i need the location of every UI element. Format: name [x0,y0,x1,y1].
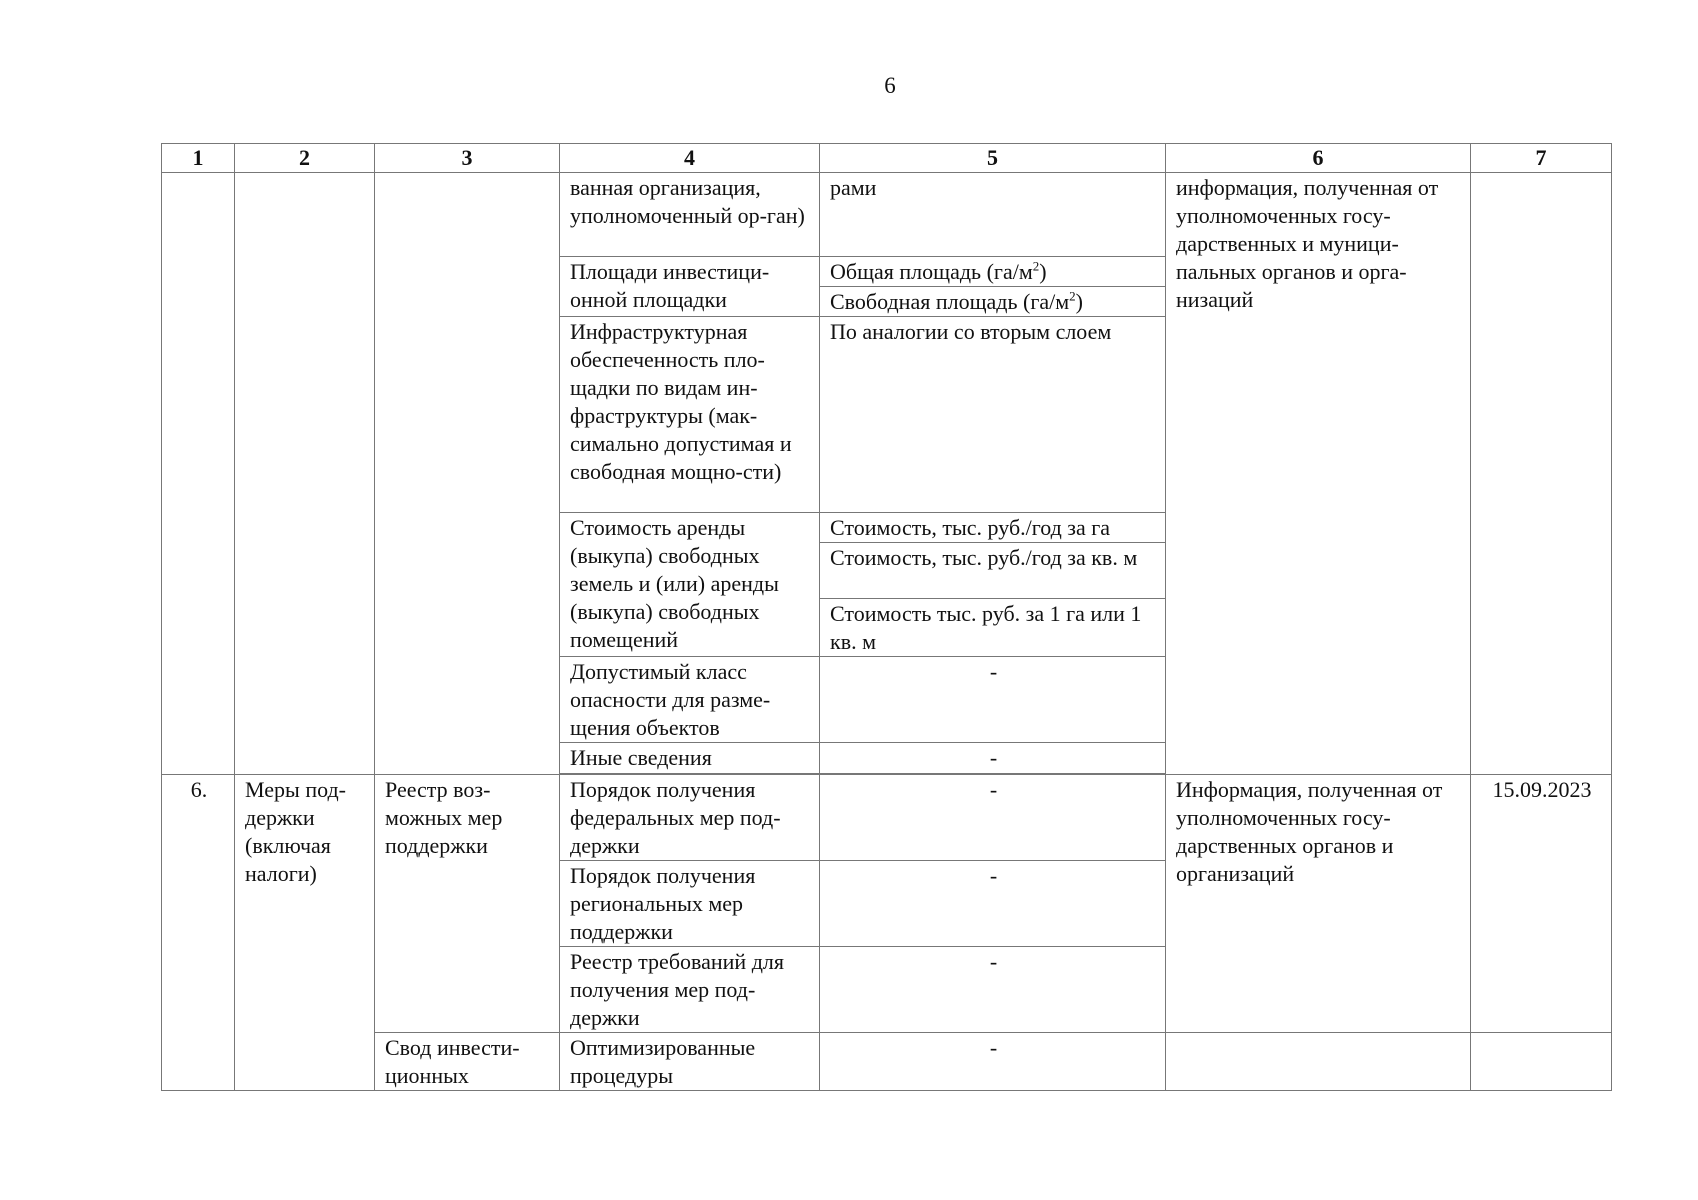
document-table [161,143,1612,1091]
cell-support-measures: Меры под-держки (включая налоги) [235,775,375,1091]
column-number-1: 1 [162,144,235,173]
cell-hazard-class: Допустимый класс опасности для разме-щения объектов [560,657,820,743]
cell-hazard-value: - [820,657,1166,743]
column-number-7: 7 [1471,144,1612,173]
cell-optimized-value: - [820,1033,1166,1091]
cell-requirements-registry: Реестр требований для получения мер под-держки [560,947,820,1033]
table-row [162,173,1612,257]
table-row [162,775,1612,861]
cell-source: Информация, полученная от уполномоченных госу-дарственных органов и организаций [1166,775,1471,1033]
cell-rent-cost: Стоимость аренды (выкупа) свободных земель и (или) аренды (выкупа) свободных помещений [560,513,820,657]
cell-source-empty [1166,1033,1471,1091]
cell-row-number: 6. [162,775,235,1091]
cell-infrastructure: Инфраструктурная обеспеченность пло-щадки по видам ин-фраструктуры (мак-симально допустимая и свободная мощно-сти) [560,317,820,513]
cell-regional-measures: Порядок получения региональных мер поддержки [560,861,820,947]
cell-other-value: - [820,743,1166,774]
table-row [162,1033,1612,1091]
cell-source-continued: информация, полученная от уполномоченных госу-дарственных и муници-пальных органов и орга-низаций [1166,173,1471,775]
cell-federal-value: - [820,775,1166,861]
cell-investment-area: Площади инвестици-онной площадки [560,257,820,317]
cell-free-area: Свободная площадь $(га/м^2)$ [820,287,1166,317]
header-row [162,144,1612,173]
column-number-2: 2 [235,144,375,173]
column-number-5: 5 [820,144,1166,173]
cell-optimized-procedures: Оптимизированные процедуры [560,1033,820,1091]
cell-c2-continued [235,173,375,775]
cell-federal-measures: Порядок получения федеральных мер под-держки [560,775,820,861]
cell-organization: ванная организация, уполномоченный ор-ган) [560,173,820,257]
cell-date-empty [1471,1033,1612,1091]
cell-regional-value: - [820,861,1166,947]
cell-purchase-cost: Стоимость тыс. руб. за 1 га или 1 кв. м [820,599,1166,657]
cell-requirements-value: - [820,947,1166,1033]
cell-other-info: Иные сведения [560,743,820,774]
page-number: 6 [884,73,896,98]
cell-c3-continued [375,173,560,775]
cell-infrastructure-value: По аналогии со вторым слоем [820,317,1166,513]
cell-total-area: Общая площадь $(га/м^2)$ [820,257,1166,287]
cell-date: 15.09.2023 [1471,775,1612,1033]
cell-organization-value: рами [820,173,1166,257]
cell-c1-continued [162,173,235,775]
cell-rent-per-ha: Стоимость, тыс. руб./год за га [820,513,1166,543]
cell-date-continued [1471,173,1612,775]
cell-support-registry: Реестр воз-можных мер поддержки [375,775,560,1033]
column-number-4: 4 [560,144,820,173]
column-number-6: 6 [1166,144,1471,173]
cell-investment-set: Свод инвести-ционных [375,1033,560,1091]
column-number-3: 3 [375,144,560,173]
cell-rent-per-sqm: Стоимость, тыс. руб./год за кв. м [820,543,1166,599]
